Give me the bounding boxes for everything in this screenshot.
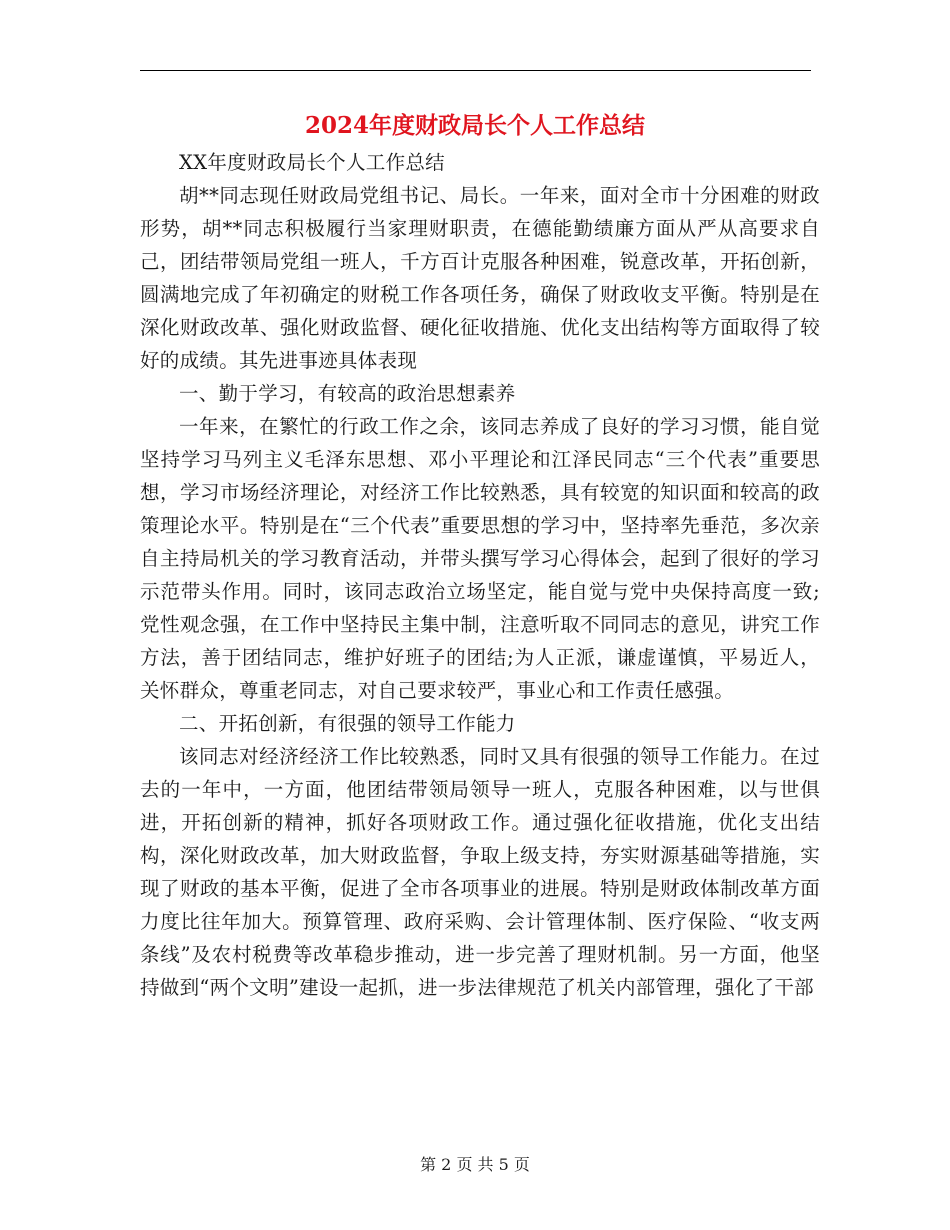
header-rule [140, 70, 811, 71]
page-number: 第 2 页 共 5 页 [420, 1155, 530, 1174]
paragraph-intro: 胡**同志现任财政局党组书记、局长。一年来，面对全市十分困难的财政形势，胡**同志积极履行当家理财职责，在德能勤绩廉方面从严从高要求自己，团结带领局党组一班人，千方百计克服各种困难，锐意改革，开拓创新，圆满地完成了年初确定的财税工作各项任务，确保了财政收支平衡。特别是在深化财政改革、强化财政监督、硬化征收措施、优化支出结构等方面取得了较好的成绩。其先进事迹具体表现 [140, 184, 820, 372]
paragraph-section-1: 一年来，在繁忙的行政工作之余，该同志养成了良好的学习习惯，能自觉坚持学习马列主义毛泽东思想、邓小平理论和江泽民同志“三个代表”重要思想，学习市场经济理论，对经济工作比较熟悉，具有较宽的知识面和较高的政策理论水平。特别是在“三个代表”重要思想的学习中，坚持率先垂范，多次亲自主持局机关的学习教育活动，并带头撰写学习心得体会，起到了很好的学习示范带头作用。同时，该同志政治立场坚定，能自觉与党中央保持高度一致;党性观念强，在工作中坚持民主集中制，注意听取不同同志的意见，讲究工作方法，善于团结同志，维护好班子的团结;为人正派，谦虚谨慎，平易近人，关怀群众，尊重老同志，对自己要求较严，事业心和工作责任感强。 [140, 415, 820, 702]
paragraph-section-2: 该同志对经济经济工作比较熟悉，同时又具有很强的领导工作能力。在过去的一年中，一方面，他团结带领局领导一班人，克服各种困难，以与世俱进，开拓创新的精神，抓好各项财政工作。通过强化征收措施，优化支出结构，深化财政改革，加大财政监督，争取上级支持，夯实财源基础等措施，实现了财政的基本平衡，促进了全市各项事业的进展。特别是财政体制改革方面力度比往年加大。预算管理、政府采购、会计管理体制、医疗保险、“收支两条线”及农村税费等改革稳步推动，进一步完善了理财机制。另一方面，他坚持做到“两个文明”建设一起抓，进一步法律规范了机关内部管理，强化了干部 [140, 745, 820, 999]
section-heading-2: 二、开拓创新，有很强的领导工作能力 [179, 712, 516, 735]
document-body [140, 146, 820, 1004]
document-title: 2024年度财政局长个人工作总结 [304, 112, 645, 139]
section-heading-1: 一、勤于学习，有较高的政治思想素养 [179, 382, 516, 405]
paragraph-subtitle: XX年度财政局长个人工作总结 [179, 151, 445, 174]
